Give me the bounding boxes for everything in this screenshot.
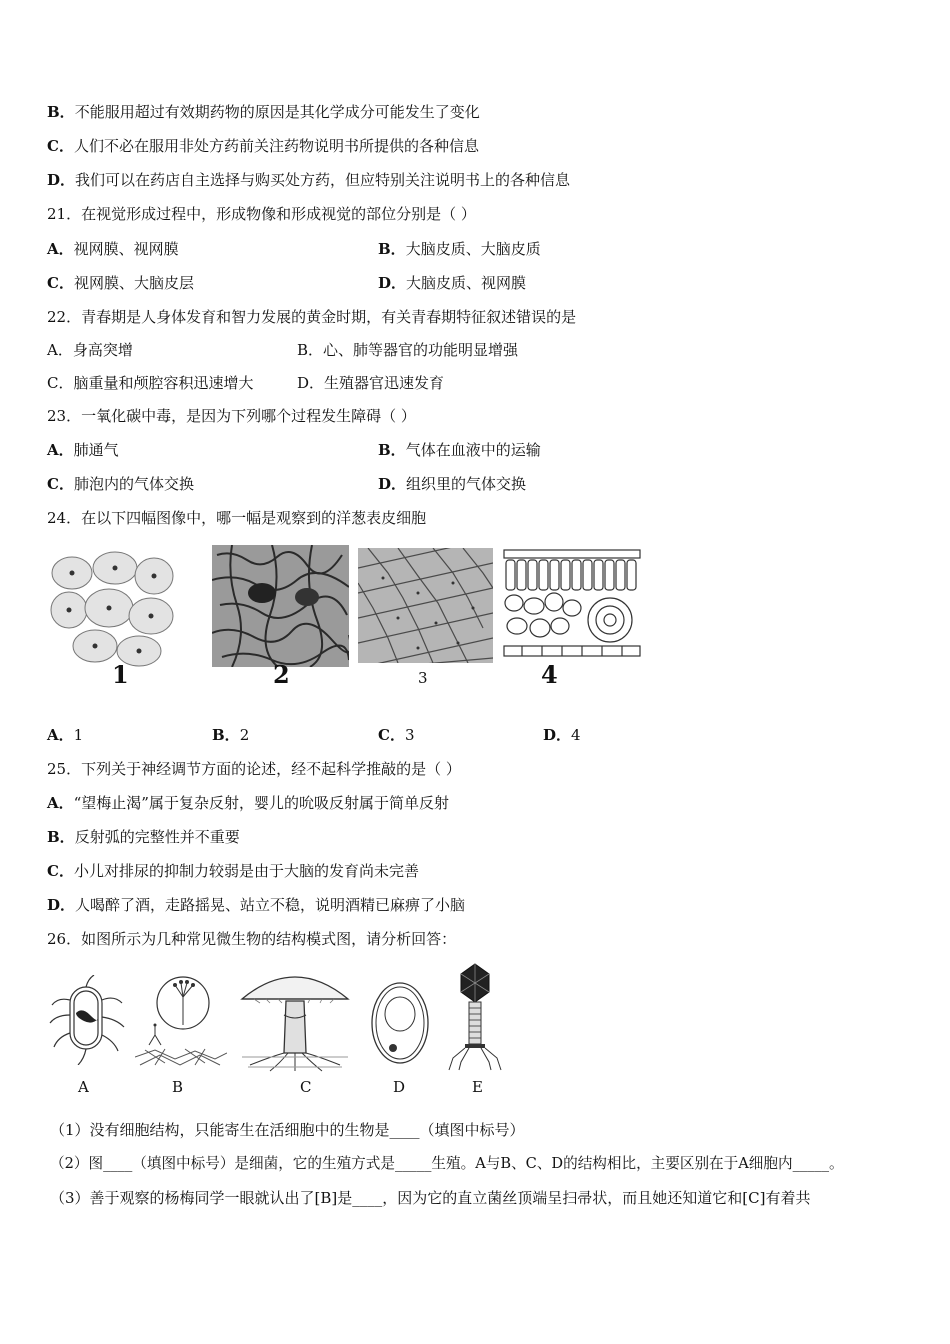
q22-stem: 22．青春期是人身体发育和智力发展的黄金时期，有关青春期特征叙述错误的是 bbox=[47, 308, 577, 326]
option-letter: B． bbox=[47, 828, 75, 846]
q20-option-d bbox=[47, 170, 570, 190]
q26-figure-e-bacteriophage bbox=[447, 962, 503, 1072]
option-text: “望梅止渴”属于复杂反射，婴儿的吮吸反射属于简单反射 bbox=[73, 794, 449, 812]
option-text: 脑重量和颅腔容积迅速增大 bbox=[73, 374, 254, 392]
option-text: 反射弧的完整性并不重要 bbox=[74, 828, 240, 846]
q21-option-d bbox=[378, 273, 526, 293]
option-text: 3 bbox=[404, 726, 415, 744]
option-text: 视网膜、视网膜 bbox=[73, 240, 179, 258]
q23-stem: 23．一氧化碳中毒，是因为下列哪个过程发生障碍（ ） bbox=[47, 407, 416, 425]
q21-option-b bbox=[378, 239, 541, 259]
option-letter: C． bbox=[378, 726, 405, 744]
q26-figure-label-d: D bbox=[393, 1078, 406, 1096]
q24-option-a bbox=[47, 725, 83, 745]
q20-option-c-letter: C． bbox=[47, 137, 74, 155]
q21-option-c bbox=[47, 273, 194, 293]
q20-option-c bbox=[47, 136, 479, 156]
option-letter: C． bbox=[47, 475, 74, 493]
option-letter: D． bbox=[378, 475, 407, 493]
q24-figure-2-tissue bbox=[212, 545, 349, 667]
option-text: 生殖器官迅速发育 bbox=[324, 374, 445, 392]
q20-option-b-text: 不能服用超过有效期药物的原因是其化学成分可能发生了变化 bbox=[74, 103, 480, 121]
q26-figure-label-c: C bbox=[300, 1078, 312, 1096]
q25-option-a bbox=[47, 793, 449, 813]
option-letter: C． bbox=[47, 274, 74, 292]
option-letter: A． bbox=[47, 240, 74, 258]
q22-option-c bbox=[47, 373, 254, 393]
option-letter: C． bbox=[47, 862, 74, 880]
q23-option-d bbox=[378, 474, 526, 494]
option-text: 大脑皮质、大脑皮质 bbox=[405, 240, 541, 258]
q24-figure-label-4: 4 bbox=[541, 660, 558, 689]
option-letter: A． bbox=[47, 726, 74, 744]
q25-option-d bbox=[47, 895, 465, 915]
option-letter: B． bbox=[378, 441, 406, 459]
q25-option-b bbox=[47, 827, 240, 847]
q26-stem: 26．如图所示为几种常见微生物的结构模式图，请分析回答： bbox=[47, 930, 457, 948]
option-letter: A． bbox=[47, 341, 73, 359]
option-text: 肺泡内的气体交换 bbox=[73, 475, 194, 493]
option-letter: B． bbox=[297, 341, 324, 359]
q23-option-a bbox=[47, 440, 119, 460]
option-letter: D． bbox=[47, 896, 76, 914]
option-letter: D． bbox=[297, 374, 325, 392]
q26-figure-b-penicillium bbox=[135, 975, 227, 1070]
q24-figure-label-3: 3 bbox=[418, 669, 428, 687]
option-letter: D． bbox=[378, 274, 407, 292]
q24-figure-3-onion-cells bbox=[358, 548, 493, 663]
option-text: 大脑皮质、视网膜 bbox=[406, 274, 527, 292]
option-text: 气体在血液中的运输 bbox=[405, 441, 541, 459]
q26-figure-label-b: B bbox=[172, 1078, 184, 1096]
q20-option-d-text: 我们可以在药店自主选择与购买处方药，但应特别关注说明书上的各种信息 bbox=[75, 171, 571, 189]
q26-figure-c-mushroom bbox=[240, 965, 350, 1073]
q21-stem: 21．在视觉形成过程中，形成物像和形成视觉的部位分别是（ ） bbox=[47, 205, 476, 223]
q24-figure-1-cheek-cells bbox=[47, 548, 177, 668]
q26-figure-d-yeast bbox=[368, 980, 432, 1066]
q20-option-c-text: 人们不必在服用非处方药前关注药物说明书所提供的各种信息 bbox=[73, 137, 479, 155]
q22-option-b bbox=[297, 340, 518, 360]
option-letter: B． bbox=[378, 240, 406, 258]
q25-stem: 25．下列关于神经调节方面的论述，经不起科学推敲的是（ ） bbox=[47, 760, 461, 778]
q20-option-b-letter: B． bbox=[47, 103, 75, 121]
option-letter: D． bbox=[543, 726, 572, 744]
q22-option-a bbox=[47, 340, 133, 360]
option-text: 2 bbox=[239, 726, 250, 744]
q24-figure-label-2: 2 bbox=[273, 660, 290, 689]
option-text: 肺通气 bbox=[73, 441, 119, 459]
q20-option-d-letter: D． bbox=[47, 171, 76, 189]
q24-option-d bbox=[543, 725, 581, 745]
option-text: 人喝醉了酒，走路摇晃、站立不稳，说明酒精已麻痹了小脑 bbox=[75, 896, 466, 914]
option-text: 身高突增 bbox=[72, 341, 133, 359]
q22-option-d bbox=[297, 373, 444, 393]
q26-sub-question-1: （1）没有细胞结构，只能寄生在活细胞中的生物是____（填图中标号） bbox=[50, 1121, 525, 1139]
option-text: 4 bbox=[571, 726, 581, 744]
q26-sub-question-2: （2）图____（填图中标号）是细菌，它的生殖方式是_____生殖。A与B、C、D的结构相比，主要区别在于A细胞内_____。 bbox=[50, 1155, 844, 1172]
q24-stem: 24．在以下四幅图像中，哪一幅是观察到的洋葱表皮细胞 bbox=[47, 509, 427, 527]
q21-option-a bbox=[47, 239, 179, 259]
q20-option-b bbox=[47, 102, 480, 122]
q26-figure-a-bacterium bbox=[48, 975, 126, 1065]
q24-option-c bbox=[378, 725, 415, 745]
q23-option-c bbox=[47, 474, 194, 494]
q24-figure-label-1: 1 bbox=[112, 660, 129, 689]
q25-option-c bbox=[47, 861, 419, 881]
q26-sub-question-3: （3）善于观察的杨梅同学一眼就认出了[B]是____，因为它的直立菌丝顶端呈扫帚状，而且她还知道它和[C]有着共 bbox=[50, 1189, 811, 1207]
q26-figure-label-e: E bbox=[472, 1078, 483, 1096]
option-letter: B． bbox=[212, 726, 240, 744]
option-text: 小儿对排尿的抑制力较弱是由于大脑的发育尚未完善 bbox=[73, 862, 419, 880]
q24-option-b bbox=[212, 725, 249, 745]
q23-option-b bbox=[378, 440, 541, 460]
option-text: 心、肺等器官的功能明显增强 bbox=[323, 341, 519, 359]
option-letter: A． bbox=[47, 794, 74, 812]
option-text: 1 bbox=[73, 726, 84, 744]
option-text: 视网膜、大脑皮层 bbox=[73, 274, 194, 292]
option-text: 组织里的气体交换 bbox=[406, 475, 527, 493]
option-letter: A． bbox=[47, 441, 74, 459]
option-letter: C． bbox=[47, 374, 74, 392]
q24-figure-4-leaf-section bbox=[502, 548, 642, 660]
q26-figure-label-a: A bbox=[78, 1078, 89, 1096]
